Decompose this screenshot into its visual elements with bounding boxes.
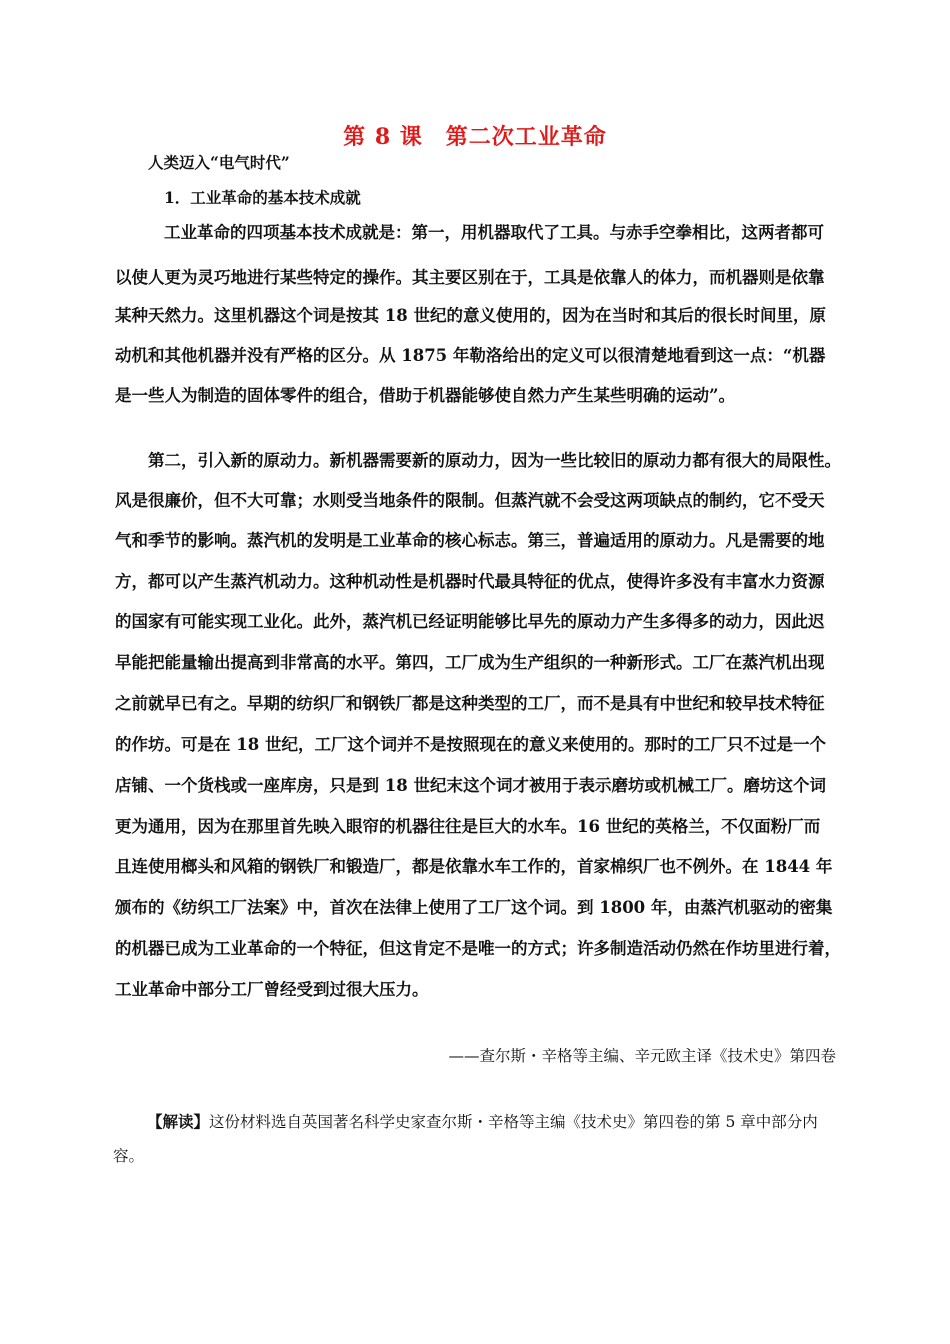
paragraph-line: 颁布的《纺织工厂法案》中，首次在法律上使用了工厂这个词。到 1800 年，由蒸汽机驱动的密集 <box>115 898 833 917</box>
paragraph-line: 方，都可以产生蒸汽机动力。这种机动性是机器时代最具特征的优点，使得许多没有丰富水力资源 <box>115 572 825 591</box>
page-title: 第 8 课 第二次工业革命 <box>343 124 607 150</box>
sub-heading: 1．工业革命的基本技术成就 <box>164 188 361 207</box>
paragraph-line: 且连使用榔头和风箱的钢铁厂和锻造厂，都是依靠水车工作的，首家棉织厂也不例外。在 1844 年 <box>115 857 833 876</box>
paragraph-line: 的机器已成为工业革命的一个特征，但这肯定不是唯一的方式；许多制造活动仍然在作坊里进行着， <box>115 939 841 958</box>
paragraph-line: 动机和其他机器并没有严格的区分。从 1875 年勒洛给出的定义可以很清楚地看到这一点：“机器 <box>115 346 826 365</box>
interpretation-tag: 【解读】 <box>147 1112 210 1131</box>
paragraph-line: 第二，引入新的原动力。新机器需要新的原动力，因为一些比较旧的原动力都有很大的局限性。 <box>148 451 841 470</box>
paragraph-line: 的国家有可能实现工业化。此外，蒸汽机已经证明能够比早先的原动力产生多得多的动力，因此迟 <box>115 612 825 631</box>
paragraph-line: 的作坊。可是在 18 世纪，工厂这个词并不是按照现在的意义来使用的。那时的工厂只不过是一个 <box>115 735 826 754</box>
source-citation: ——查尔斯・辛格等主编、辛元欧主译《技术史》第四卷 <box>448 1047 836 1065</box>
paragraph-line: 店铺、一个货栈或一座库房，只是到 18 世纪末这个词才被用于表示磨坊或机械工厂。磨坊这个词 <box>115 776 826 795</box>
paragraph-line: 之前就早已有之。早期的纺织厂和钢铁厂都是这种类型的工厂，而不是具有中世纪和较早技术特征 <box>115 694 825 713</box>
interpretation-paragraph <box>113 1105 837 1173</box>
paragraph-line: 风是很廉价，但不大可靠；水则受当地条件的限制。但蒸汽就不会受这两项缺点的制约，它不受天 <box>115 491 825 510</box>
section-heading: 人类迈入“电气时代” <box>148 153 290 172</box>
interpretation-text: 这份材料选自英国著名科学史家查尔斯・辛格等主编《技术史》第四卷的第 5 章中部分内容。 <box>113 1113 818 1165</box>
paragraph-line: 工业革命的四项基本技术成就是：第一，用机器取代了工具。与赤手空拳相比，这两者都可 <box>164 223 824 242</box>
paragraph-line: 以使人更为灵巧地进行某些特定的操作。其主要区别在于，工具是依靠人的体力，而机器则是依靠 <box>115 268 825 287</box>
paragraph-line: 更为通用，因为在那里首先映入眼帘的机器往往是巨大的水车。16 世纪的英格兰，不仅面粉厂而 <box>115 817 821 836</box>
paragraph-line: 某种天然力。这里机器这个词是按其 18 世纪的意义使用的，因为在当时和其后的很长时间里，原 <box>115 306 826 325</box>
paragraph-line: 工业革命中部分工厂曾经受到过很大压力。 <box>115 980 429 999</box>
paragraph-line: 早能把能量输出提高到非常高的水平。第四，工厂成为生产组织的一种新形式。工厂在蒸汽机出现 <box>115 653 825 672</box>
paragraph-line: 是一些人为制造的固体零件的组合，借助于机器能够使自然力产生某些明确的运动”。 <box>115 386 735 405</box>
paragraph-line: 气和季节的影响。蒸汽机的发明是工业革命的核心标志。第三，普遍适用的原动力。凡是需要的地 <box>115 531 825 550</box>
